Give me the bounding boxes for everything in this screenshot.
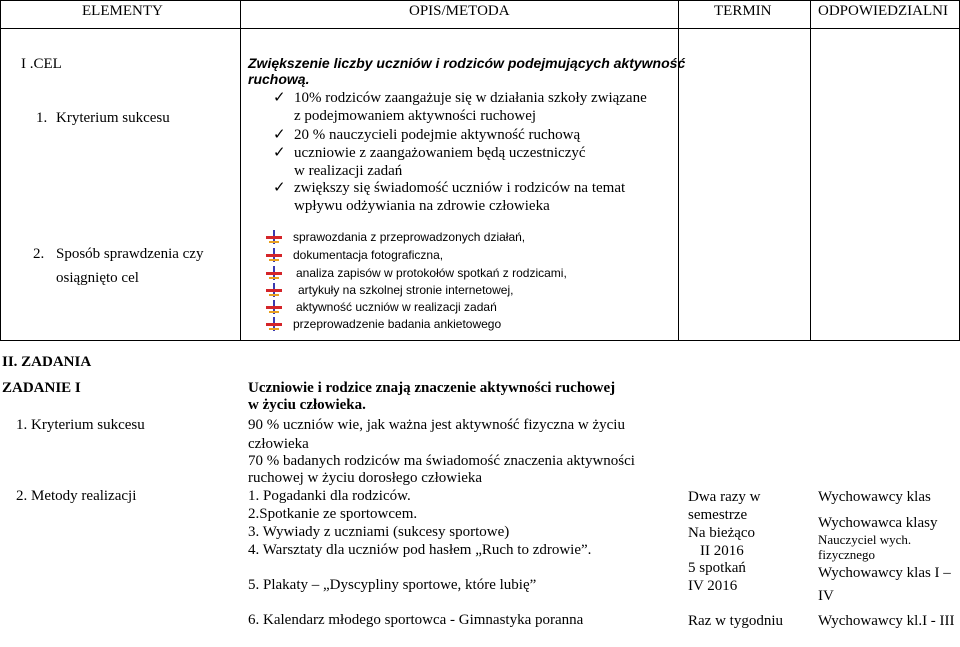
header-elementy: ELEMENTY: [82, 3, 163, 19]
cel-label: I .CEL: [21, 56, 62, 72]
odpowiedzialni-line: IV: [818, 588, 834, 604]
metody-item: 3. Wywiady z uczniami (sukcesy sportowe): [248, 524, 510, 540]
sposob-label-line1: Sposób sprawdzenia czy: [56, 246, 204, 262]
sposob-item: aktywność uczniów w realizacji zadań: [296, 300, 497, 314]
cel-title-line1: Zwiększenie liczby uczniów i rodziców podejmujących aktywność: [248, 55, 686, 71]
termin-line: Dwa razy w: [688, 489, 761, 505]
metody-label: 2. Metody realizacji: [16, 488, 137, 504]
cel-title-line2: ruchową.: [248, 71, 310, 87]
col-divider-1: [0, 0, 1, 340]
checkmark-icon: ✓: [273, 145, 286, 161]
colored-cross-bullet-icon: [266, 300, 282, 314]
termin-line: II 2016: [700, 543, 744, 559]
cel-item: zwiększy się świadomość uczniów i rodziców na temat: [294, 180, 626, 196]
sposob-item: dokumentacja fotograficzna,: [293, 248, 444, 262]
sposob-item: przeprowadzenie badania ankietowego: [293, 317, 502, 331]
cel-kryterium-label: Kryterium sukcesu: [56, 110, 170, 126]
checkmark-icon: ✓: [273, 180, 286, 196]
col-divider-4: [810, 0, 811, 340]
zadanie-desc-line1: Uczniowie i rodzice znają znaczenie aktywności ruchowej: [248, 380, 616, 396]
cel-item: z podejmowaniem aktywności ruchowej: [294, 108, 537, 124]
termin-line: semestrze: [688, 507, 748, 523]
cel-item: 10% rodziców zaangażuje się w działania szkoły związane: [294, 90, 647, 106]
header-termin: TERMIN: [714, 3, 772, 19]
zadania-kryterium-line: 90 % uczniów wie, jak ważna jest aktywność fizyczna w życiu: [248, 417, 625, 433]
zadania-top-border: [0, 340, 960, 341]
header-bottom-border: [0, 28, 960, 29]
termin-line: 5 spotkań: [688, 560, 746, 576]
metody-item: 4. Warsztaty dla uczniów pod hasłem „Ruch to zdrowie”.: [248, 542, 592, 558]
odpowiedzialni-line: Nauczyciel wych.: [818, 532, 912, 547]
colored-cross-bullet-icon: [266, 317, 282, 331]
zadania-kryterium-line: człowieka: [248, 436, 309, 452]
odpowiedzialni-line: Wychowawcy kl.I - III: [818, 613, 955, 629]
col-divider-3: [678, 0, 679, 340]
cel-item: uczniowie z zaangażowaniem będą uczestniczyć: [294, 145, 586, 161]
cel-item: wpływu odżywiania na zdrowie człowieka: [294, 198, 550, 214]
checkmark-icon: ✓: [273, 90, 286, 106]
zadanie-desc-line2: w życiu człowieka.: [248, 397, 366, 413]
sposob-label-line2: osiągnięto cel: [56, 270, 139, 286]
metody-item: 5. Plakaty – „Dyscypliny sportowe, które lubię”: [248, 577, 537, 593]
zadania-kryterium-label: 1. Kryterium sukcesu: [16, 417, 145, 433]
header-top-border: [0, 0, 960, 1]
colored-cross-bullet-icon: [266, 248, 282, 262]
checkmark-icon: ✓: [273, 127, 286, 143]
colored-cross-bullet-icon: [266, 266, 282, 280]
termin-line: Raz w tygodniu: [688, 613, 783, 629]
zadania-label: II. ZADANIA: [2, 354, 92, 370]
sposob-item: artykuły na szkolnej stronie internetowej,: [298, 283, 514, 297]
metody-item: 2.Spotkanie ze sportowcem.: [248, 506, 418, 522]
sposob-num: 2.: [33, 246, 45, 262]
colored-cross-bullet-icon: [266, 230, 282, 244]
header-odpowiedzialni: ODPOWIEDZIALNI: [818, 3, 948, 19]
sposob-item: sprawozdania z przeprowadzonych działań,: [293, 230, 526, 244]
termin-line: Na bieżąco: [688, 525, 756, 541]
odpowiedzialni-line: Wychowawca klasy: [818, 515, 938, 531]
cel-kryterium-num: 1.: [36, 110, 48, 126]
metody-item: 6. Kalendarz młodego sportowca - Gimnastyka poranna: [248, 612, 584, 628]
zadania-kryterium-line: 70 % badanych rodziców ma świadomość znaczenia aktywności: [248, 453, 635, 469]
zadania-kryterium-line: ruchowej w życiu dorosłego człowieka: [248, 470, 483, 486]
zadanie-label: ZADANIE I: [2, 380, 81, 396]
odpowiedzialni-line: fizycznego: [818, 547, 876, 562]
odpowiedzialni-line: Wychowawcy klas: [818, 489, 931, 505]
odpowiedzialni-line: Wychowawcy klas I –: [818, 565, 951, 581]
sposob-item: analiza zapisów w protokołów spotkań z rodzicami,: [296, 266, 567, 280]
cel-item: w realizacji zadań: [294, 163, 403, 179]
metody-item: 1. Pogadanki dla rodziców.: [248, 488, 411, 504]
col-divider-2: [240, 0, 241, 340]
cel-item: 20 % nauczycieli podejmie aktywność ruchową: [294, 127, 581, 143]
colored-cross-bullet-icon: [266, 283, 282, 297]
termin-line: IV 2016: [688, 578, 738, 594]
header-opis-metoda: OPIS/METODA: [409, 3, 510, 19]
